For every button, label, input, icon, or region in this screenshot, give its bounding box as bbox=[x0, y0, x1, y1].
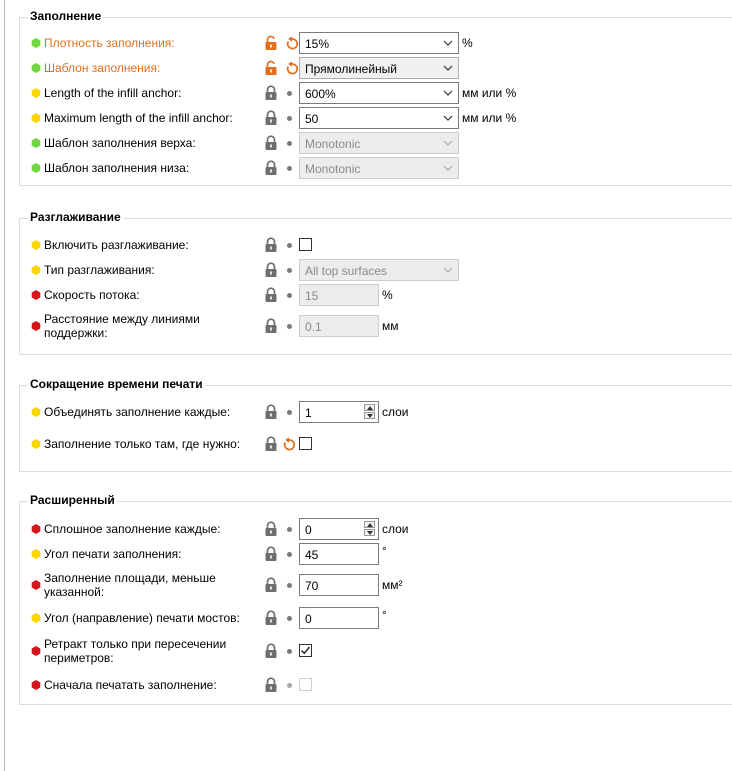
undo-arrow-icon[interactable] bbox=[282, 436, 296, 452]
lock-icon[interactable] bbox=[264, 85, 278, 101]
bridge-angle-label: Угол (направление) печати мостов: bbox=[44, 611, 240, 625]
combine-infill-value: 1 bbox=[305, 406, 312, 420]
hex-red-icon bbox=[31, 580, 41, 590]
fill-pattern-value: Прямолинейный bbox=[305, 62, 397, 76]
chevron-down-icon[interactable] bbox=[442, 112, 454, 124]
solid-infill-below-area-value: 70 bbox=[305, 579, 319, 593]
bullet-icon bbox=[287, 552, 292, 557]
row-top-fill-pattern bbox=[31, 132, 721, 154]
spin-buttons[interactable] bbox=[364, 521, 376, 537]
bullet-icon bbox=[287, 243, 292, 248]
bullet-icon bbox=[287, 293, 292, 298]
row-infill-only-where-needed bbox=[31, 433, 721, 455]
infill-only-where-needed-label: Заполнение только там, где нужно: bbox=[44, 437, 241, 451]
enable-ironing-label: Включить разглаживание: bbox=[44, 238, 189, 252]
undo-arrow-icon[interactable] bbox=[285, 60, 299, 76]
solid-infill-below-area-unit: мм² bbox=[382, 578, 403, 592]
combine-infill-spinner[interactable] bbox=[299, 401, 379, 423]
chevron-down-icon[interactable] bbox=[442, 264, 454, 276]
ironing-flow-unit: % bbox=[382, 288, 393, 302]
solid-infill-every-unit: слои bbox=[382, 522, 409, 536]
fill-density-unit: % bbox=[462, 36, 473, 50]
chevron-down-icon[interactable] bbox=[442, 62, 454, 74]
unlock-icon[interactable] bbox=[264, 60, 278, 76]
bottom-fill-pattern-select[interactable] bbox=[299, 157, 459, 179]
ironing-type-select[interactable] bbox=[299, 259, 459, 281]
bullet-icon bbox=[287, 166, 292, 171]
ironing-type-value: All top surfaces bbox=[305, 264, 388, 278]
row-fill-density bbox=[31, 32, 721, 54]
lock-icon[interactable] bbox=[264, 521, 278, 537]
only-retract-crossing-checkbox[interactable] bbox=[299, 644, 312, 657]
row-infill-anchor bbox=[31, 82, 721, 104]
ironing-spacing-input[interactable] bbox=[299, 315, 379, 337]
spin-buttons[interactable] bbox=[364, 404, 376, 420]
infill-first-label: Сначала печатать заполнение: bbox=[44, 678, 217, 692]
infill-anchor-max-unit: мм или % bbox=[462, 111, 517, 125]
infill-anchor-value: 600% bbox=[305, 87, 336, 101]
hex-yellow-icon bbox=[31, 407, 41, 417]
row-infill-anchor-max bbox=[31, 107, 721, 129]
hex-yellow-icon bbox=[31, 549, 41, 559]
infill-anchor-label: Length of the infill anchor: bbox=[44, 86, 182, 100]
infill-anchor-combo[interactable] bbox=[299, 82, 459, 104]
section-advanced bbox=[19, 493, 732, 705]
bridge-angle-unit: ° bbox=[382, 608, 387, 622]
enable-ironing-checkbox[interactable] bbox=[299, 238, 312, 251]
lock-icon[interactable] bbox=[264, 436, 278, 452]
lock-icon[interactable] bbox=[264, 110, 278, 126]
chevron-down-icon[interactable] bbox=[442, 137, 454, 149]
row-bridge-angle bbox=[31, 607, 721, 629]
lock-icon[interactable] bbox=[264, 577, 278, 593]
ironing-flow-input[interactable] bbox=[299, 284, 379, 306]
spin-down-icon[interactable] bbox=[364, 412, 375, 419]
fill-angle-unit: ° bbox=[382, 544, 387, 558]
section-ironing bbox=[19, 210, 732, 355]
bullet-icon bbox=[287, 583, 292, 588]
solid-infill-below-area-input[interactable] bbox=[299, 574, 379, 596]
bullet-icon bbox=[287, 116, 292, 121]
ironing-spacing-value: 0.1 bbox=[305, 320, 322, 334]
infill-anchor-unit: мм или % bbox=[462, 86, 517, 100]
row-solid-infill-below-area bbox=[31, 571, 721, 599]
only-retract-crossing-label: Ретракт только при пересечении периметров: bbox=[44, 637, 227, 665]
row-ironing-type bbox=[31, 259, 721, 281]
hex-yellow-icon bbox=[31, 265, 41, 275]
combine-infill-unit: слои bbox=[382, 405, 409, 419]
row-combine-infill bbox=[31, 401, 721, 423]
bullet-icon bbox=[287, 616, 292, 621]
chevron-down-icon[interactable] bbox=[442, 37, 454, 49]
section-title-infill: Заполнение bbox=[30, 9, 102, 23]
bullet-icon bbox=[287, 649, 292, 654]
chevron-down-icon[interactable] bbox=[442, 87, 454, 99]
infill-only-where-needed-checkbox[interactable] bbox=[299, 437, 312, 450]
hex-yellow-icon bbox=[31, 240, 41, 250]
fill-pattern-select[interactable] bbox=[299, 57, 459, 79]
row-enable-ironing bbox=[31, 234, 721, 256]
fill-density-combo[interactable] bbox=[299, 32, 459, 54]
hex-green-icon bbox=[31, 38, 41, 48]
combine-infill-label: Объединять заполнение каждые: bbox=[44, 405, 231, 419]
lock-icon[interactable] bbox=[264, 546, 278, 562]
top-fill-pattern-value: Monotonic bbox=[305, 137, 361, 151]
hex-green-icon bbox=[31, 138, 41, 148]
lock-icon[interactable] bbox=[264, 262, 278, 278]
fill-density-value: 15% bbox=[305, 37, 330, 51]
bullet-icon bbox=[287, 268, 292, 273]
fill-density-label: Плотность заполнения: bbox=[44, 36, 175, 50]
bullet-icon bbox=[287, 683, 292, 688]
fill-pattern-label: Шаблон заполнения: bbox=[44, 61, 161, 75]
bullet-icon bbox=[287, 527, 292, 532]
lock-icon[interactable] bbox=[264, 160, 278, 176]
infill-anchor-max-combo[interactable] bbox=[299, 107, 459, 129]
bottom-fill-pattern-value: Monotonic bbox=[305, 162, 361, 176]
row-fill-pattern bbox=[31, 57, 721, 79]
solid-infill-every-value: 0 bbox=[305, 523, 312, 537]
unlock-icon[interactable] bbox=[264, 35, 278, 51]
bullet-icon bbox=[287, 410, 292, 415]
hex-green-icon bbox=[31, 163, 41, 173]
fill-angle-input[interactable] bbox=[299, 543, 379, 565]
bottom-fill-pattern-label: Шаблон заполнения низа: bbox=[44, 161, 190, 175]
section-title-advanced: Расширенный bbox=[30, 493, 115, 507]
infill-first-checkbox[interactable] bbox=[299, 678, 312, 691]
ironing-flow-label: Скорость потока: bbox=[44, 288, 140, 302]
bullet-icon bbox=[287, 91, 292, 96]
section-title-reducing: Сокращение времени печати bbox=[30, 377, 203, 391]
row-solid-infill-every bbox=[31, 518, 721, 540]
lock-icon[interactable] bbox=[264, 237, 278, 253]
bullet-icon bbox=[287, 141, 292, 146]
lock-icon[interactable] bbox=[264, 135, 278, 151]
lock-icon[interactable] bbox=[264, 610, 278, 626]
undo-arrow-icon[interactable] bbox=[285, 35, 299, 51]
left-divider bbox=[4, 0, 5, 771]
spin-down-icon[interactable] bbox=[364, 529, 375, 536]
hex-red-icon bbox=[31, 321, 41, 331]
row-ironing-spacing bbox=[31, 312, 721, 340]
hex-yellow-icon bbox=[31, 88, 41, 98]
top-fill-pattern-select[interactable] bbox=[299, 132, 459, 154]
ironing-spacing-unit: мм bbox=[382, 319, 399, 333]
bridge-angle-input[interactable] bbox=[299, 607, 379, 629]
infill-anchor-max-label: Maximum length of the infill anchor: bbox=[44, 111, 233, 125]
hex-yellow-icon bbox=[31, 613, 41, 623]
bridge-angle-value: 0 bbox=[305, 612, 312, 626]
spin-up-icon[interactable] bbox=[364, 521, 375, 528]
chevron-down-icon[interactable] bbox=[442, 162, 454, 174]
lock-icon[interactable] bbox=[264, 404, 278, 420]
section-reducing bbox=[19, 377, 732, 472]
solid-infill-every-label: Сплошное заполнение каждые: bbox=[44, 522, 221, 536]
row-fill-angle bbox=[31, 543, 721, 565]
solid-infill-every-spinner[interactable] bbox=[299, 518, 379, 540]
hex-red-icon bbox=[31, 290, 41, 300]
hex-yellow-icon bbox=[31, 439, 41, 449]
hex-green-icon bbox=[31, 63, 41, 73]
fill-angle-value: 45 bbox=[305, 548, 319, 562]
bullet-icon bbox=[287, 324, 292, 329]
ironing-type-label: Тип разглаживания: bbox=[44, 263, 155, 277]
lock-icon[interactable] bbox=[264, 643, 278, 659]
section-title-ironing: Разглаживание bbox=[30, 210, 121, 224]
solid-infill-below-area-label: Заполнение площади, меньше указанной: bbox=[44, 571, 216, 599]
ironing-flow-value: 15 bbox=[305, 289, 319, 303]
hex-yellow-icon bbox=[31, 113, 41, 123]
spin-up-icon[interactable] bbox=[364, 404, 375, 411]
top-fill-pattern-label: Шаблон заполнения верха: bbox=[44, 136, 196, 150]
infill-anchor-max-value: 50 bbox=[305, 112, 319, 126]
row-bottom-fill-pattern bbox=[31, 157, 721, 179]
hex-red-icon bbox=[31, 524, 41, 534]
row-ironing-flow bbox=[31, 284, 721, 306]
ironing-spacing-label: Расстояние между линиями поддержки: bbox=[44, 312, 200, 340]
lock-icon[interactable] bbox=[264, 318, 278, 334]
section-infill bbox=[19, 9, 732, 186]
lock-icon[interactable] bbox=[264, 287, 278, 303]
hex-red-icon bbox=[31, 646, 41, 656]
hex-red-icon bbox=[31, 680, 41, 690]
row-only-retract-crossing bbox=[31, 637, 721, 665]
lock-icon[interactable] bbox=[264, 677, 278, 693]
fill-angle-label: Угол печати заполнения: bbox=[44, 547, 182, 561]
row-infill-first bbox=[31, 674, 721, 696]
